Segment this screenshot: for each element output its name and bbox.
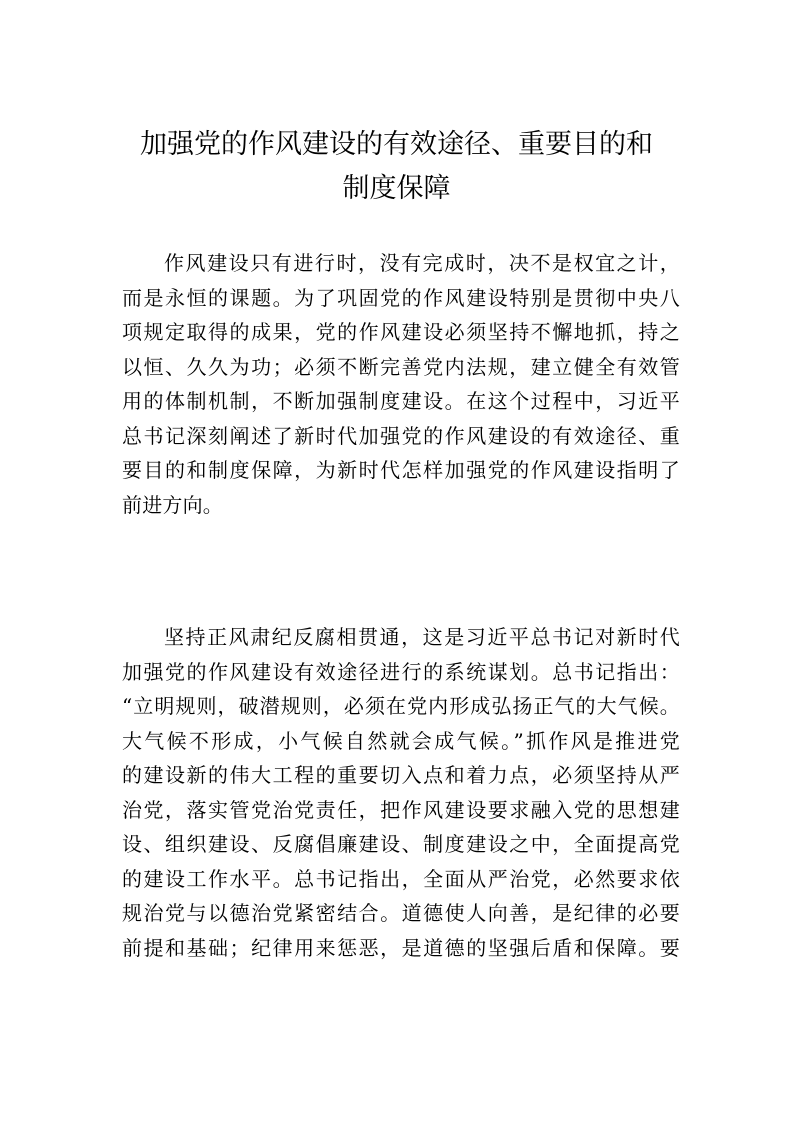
- paragraph-2: [122, 620, 680, 965]
- paragraph-1: [122, 246, 680, 522]
- document-title: [110, 123, 683, 211]
- title-line: 制度保障: [342, 173, 451, 204]
- paragraph-line: 治党，落实管党治党责任，把作风建设要求融入党的思想建: [122, 797, 680, 822]
- paragraph-line: 总书记深刻阐述了新时代加强党的作风建设的有效途径、重: [122, 423, 680, 448]
- title-line: 加强党的作风建设的有效途径、重要目的和: [140, 129, 653, 160]
- paragraph-line: 设、组织建设、反腐倡廉建设、制度建设之中，全面提高党: [122, 832, 680, 856]
- paragraph-line: 加强党的作风建设有效途径进行的系统谋划。总书记指出：: [122, 659, 680, 684]
- paragraph-line: 大气候不形成，小气候自然就会成气候。”抓作风是推进党: [122, 728, 680, 753]
- paragraph-line: 坚持正风肃纪反腐相贯通，这是习近平总书记对新时代: [164, 625, 680, 649]
- paragraph-line: 以恒、久久为功；必须不断完善党内法规，建立健全有效管: [122, 354, 680, 379]
- paragraph-line: 的建设工作水平。总书记指出，全面从严治党，必然要求依: [122, 866, 680, 891]
- paragraph-line: 而是永恒的课题。为了巩固党的作风建设特别是贯彻中央八: [122, 285, 680, 310]
- paragraph-line: “立明规则，破潜规则，必须在党内形成弘扬正气的大气候。: [122, 694, 680, 718]
- paragraph-line: 要目的和制度保障，为新时代怎样加强党的作风建设指明了: [122, 458, 680, 482]
- paragraph-line: 用的体制机制，不断加强制度建设。在这个过程中，习近平: [122, 389, 680, 413]
- paragraph-line: 作风建设只有进行时，没有完成时，决不是权宜之计，: [164, 251, 680, 275]
- paragraph-line: 前提和基础；纪律用来惩恶，是道德的坚强后盾和保障。要: [122, 935, 680, 960]
- paragraph-line: 规治党与以德治党紧密结合。道德使人向善，是纪律的必要: [122, 901, 680, 925]
- paragraph-line: 项规定取得的成果，党的作风建设必须坚持不懈地抓，持之: [122, 320, 680, 344]
- paragraph-line: 前进方向。: [122, 492, 223, 517]
- paragraph-line: 的建设新的伟大工程的重要切入点和着力点，必须坚持从严: [122, 763, 680, 787]
